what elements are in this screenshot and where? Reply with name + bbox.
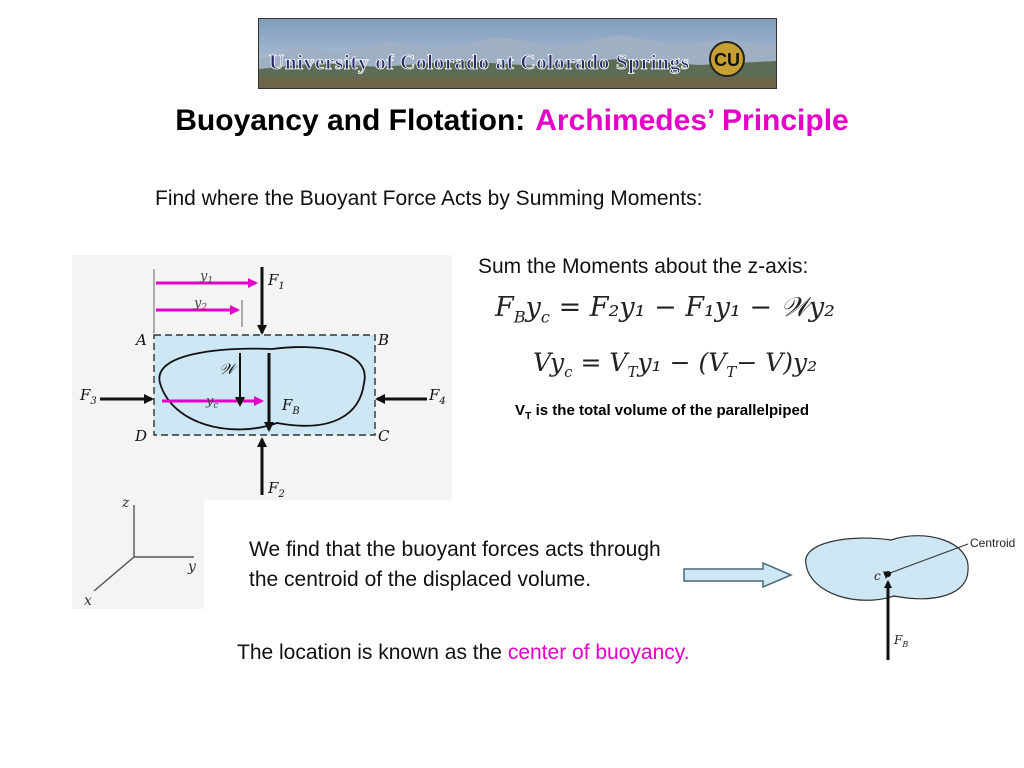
f3-label: $F_3$ [80, 386, 97, 407]
corner-a: A [136, 331, 147, 349]
finding-text [249, 535, 661, 595]
title-accent: Archimedes’ Principle [535, 104, 849, 137]
moment-equation: $F_By_c = F_2y_1 - F_1y_1$ − 𝒲y₂ [495, 292, 836, 327]
y-axis-label: y [188, 559, 196, 575]
fb-centroid-label: $F_B$ [894, 633, 909, 649]
title-main: Buoyancy and Flotation: [175, 104, 526, 137]
f1-label: $F_1$ [268, 271, 285, 292]
cu-logo [710, 42, 744, 76]
banner-text: University of Colorado at Colorado Springs [269, 50, 689, 74]
location-statement: The location is known as the center of buoyancy. [237, 641, 690, 664]
volume-equation: $Vy_c = V_Ty_1 - (V_T- V)y_2$ [533, 348, 818, 381]
pointer-arrow-icon [683, 562, 793, 588]
f4-label: $F_4$ [429, 386, 446, 407]
svg-text:CU: CU [714, 50, 740, 70]
finding-line-1: We find that the buoyant forces acts through [249, 538, 661, 561]
weight-label: 𝒲 [219, 360, 235, 378]
y2-label: $y_2$ [194, 296, 208, 313]
centroid-c-label: c [874, 569, 881, 583]
fb-label: $F_B$ [282, 396, 300, 417]
page-title [0, 104, 1024, 138]
centroid-figure [796, 512, 1024, 664]
coordinate-axes [72, 487, 204, 609]
z-axis-label: z [122, 495, 130, 511]
y1-label: $y_1$ [200, 269, 214, 286]
subtitle: Find where the Buoyant Force Acts by Summing Moments: [155, 187, 703, 210]
vt-note: $V_T$ is the total volume of the parallelpiped [515, 402, 809, 422]
finding-line-2: the centroid of the displaced volume. [249, 568, 592, 591]
f2-label: $F_2$ [268, 479, 285, 500]
body-moment-diagram [72, 255, 452, 500]
center-of-buoyancy: center of buoyancy. [507, 641, 690, 664]
centroid-label: Centroid [970, 536, 1016, 550]
corner-c: C [378, 427, 390, 445]
university-banner [258, 18, 777, 89]
yc-label: $y_c$ [206, 394, 219, 411]
corner-d: D [135, 427, 148, 445]
x-axis-label: x [84, 593, 92, 609]
floating-body [159, 347, 364, 429]
moments-heading: Sum the Moments about the z-axis: [478, 255, 809, 278]
centroid-point [885, 571, 891, 577]
corner-b: B [378, 331, 390, 349]
